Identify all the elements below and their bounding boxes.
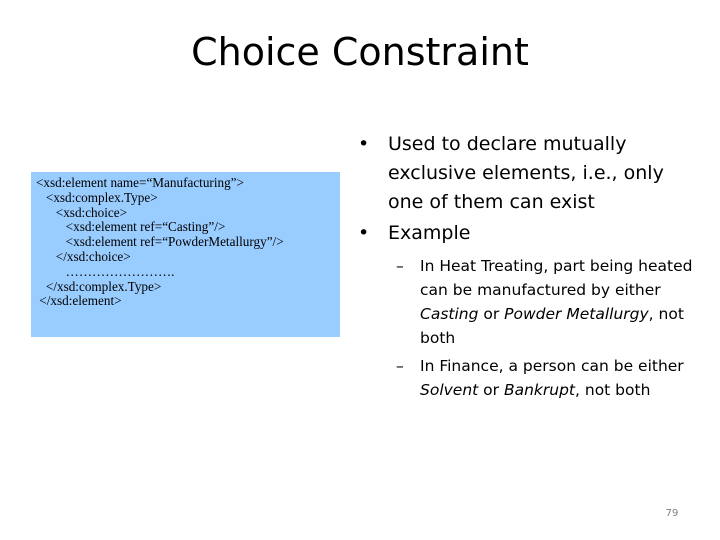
bullet-item bbox=[358, 130, 703, 217]
code-line: <xsd:element ref=“PowderMetallurgy”/> bbox=[36, 234, 284, 250]
sub-text: In Heat Treating, part being heated can be manufactured by either bbox=[420, 257, 693, 299]
page-number: 79 bbox=[665, 508, 679, 519]
emphasis-text: Casting bbox=[420, 305, 479, 323]
dash-icon: – bbox=[396, 257, 404, 275]
sub-text: or bbox=[478, 305, 505, 323]
sub-text: In Finance, a person can be either bbox=[420, 357, 684, 375]
code-line: </xsd:element> bbox=[36, 293, 122, 309]
sub-bullet-list bbox=[358, 254, 703, 402]
xsd-code-box bbox=[31, 172, 340, 337]
code-line: <xsd:choice> bbox=[36, 204, 128, 220]
bullet-item bbox=[358, 219, 703, 248]
code-line: <xsd:complex.Type> bbox=[36, 189, 158, 205]
code-line: <xsd:element ref=“Casting”/> bbox=[36, 219, 226, 235]
emphasis-text: Bankrupt bbox=[503, 381, 576, 399]
sub-bullet-item bbox=[358, 354, 703, 402]
sub-text: or bbox=[478, 381, 504, 399]
bullet-text: Used to declare mutually exclusive elements, i.e., only one of them can exist bbox=[388, 133, 664, 213]
code-line: <xsd:element name=“Manufacturing”> bbox=[36, 175, 244, 190]
emphasis-text: Solvent bbox=[420, 381, 479, 399]
code-line: </xsd:complex.Type> bbox=[36, 278, 162, 294]
code-line: </xsd:choice> bbox=[36, 248, 131, 264]
emphasis-text: Powder Metallurgy bbox=[504, 305, 649, 323]
sub-bullet-item bbox=[358, 254, 703, 350]
bullet-dot-icon: • bbox=[358, 222, 370, 244]
slide-title: Choice Constraint bbox=[191, 30, 529, 74]
sub-text: , not both bbox=[420, 305, 684, 347]
bullet-dot-icon: • bbox=[358, 133, 370, 155]
bullet-text: Example bbox=[388, 222, 471, 244]
dash-icon: – bbox=[396, 357, 404, 375]
sub-text: , not both bbox=[575, 381, 651, 399]
bullet-list bbox=[358, 130, 703, 406]
code-line: ……………………. bbox=[36, 263, 175, 279]
